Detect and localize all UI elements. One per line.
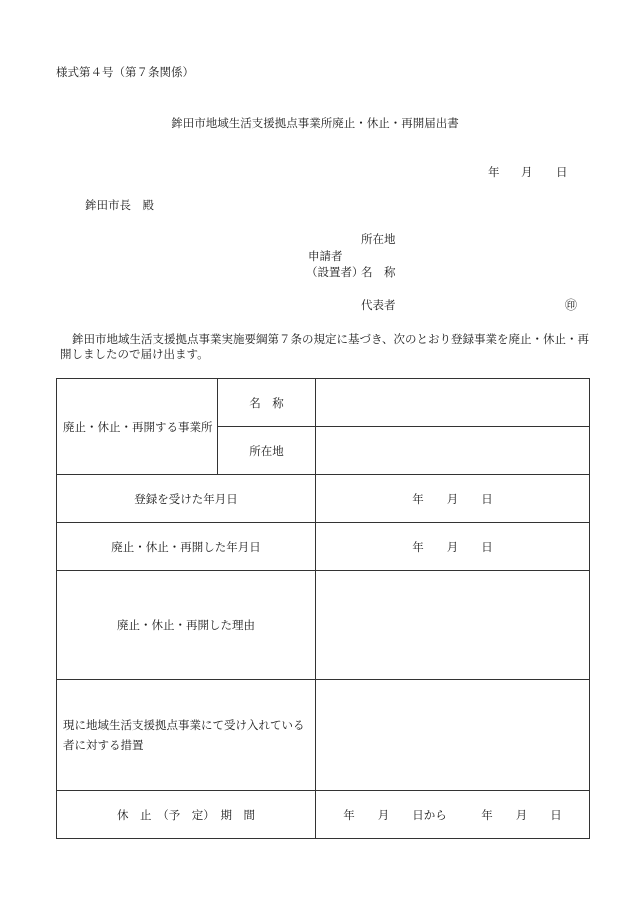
form-title: 鉾田市地域生活支援拠点事業所廃止・休止・再開届出書 [171, 116, 459, 130]
location-label: 所在地 [361, 232, 396, 246]
submission-date [488, 164, 568, 180]
suspension-period-field[interactable]: 年 月 日から 年 月 日 [316, 791, 590, 839]
change-date-label: 廃止・休止・再開した年月日 [57, 523, 316, 571]
name-label: 名 称 [361, 265, 396, 279]
installer-label: （設置者） [306, 265, 364, 279]
applicant-label: 申請者 [308, 249, 343, 263]
registration-date-field[interactable]: 年 月 日 [316, 475, 590, 523]
facility-location-label: 所在地 [218, 427, 316, 475]
facility-location-field[interactable] [316, 427, 590, 475]
measures-field[interactable] [316, 680, 590, 791]
body-text-line2: 開しましたので届け出ます。 [60, 347, 209, 361]
facility-name-field[interactable] [316, 379, 590, 427]
month-label: 月 [521, 165, 533, 179]
change-date-field[interactable]: 年 月 日 [316, 523, 590, 571]
year-label: 年 [488, 165, 500, 179]
form-number: 様式第４号（第７条関係） [56, 65, 194, 79]
day-label: 日 [556, 165, 568, 179]
reason-field[interactable] [316, 571, 590, 680]
reason-label: 廃止・休止・再開した理由 [57, 571, 316, 680]
measures-label-line1: 現に地域生活支援拠点事業にて受け入れている [63, 718, 305, 732]
measures-label [57, 680, 316, 791]
body-text-line1: 鉾田市地域生活支援拠点事業実施要綱第７条の規定に基づき、次のとおり登録事業を廃止・休止・再 [72, 332, 590, 346]
addressee: 鉾田市長 殿 [85, 198, 154, 212]
facility-label: 廃止・休止・再開する事業所 [57, 379, 218, 475]
seal-mark: ㊞ [565, 298, 578, 312]
notification-table [56, 378, 590, 839]
suspension-period-label: 休 止 （予 定） 期 間 [57, 791, 316, 839]
facility-name-label: 名 称 [218, 379, 316, 427]
representative-label: 代表者 [361, 298, 396, 312]
measures-label-line2: 者に対する措置 [63, 738, 144, 752]
registration-date-label: 登録を受けた年月日 [57, 475, 316, 523]
